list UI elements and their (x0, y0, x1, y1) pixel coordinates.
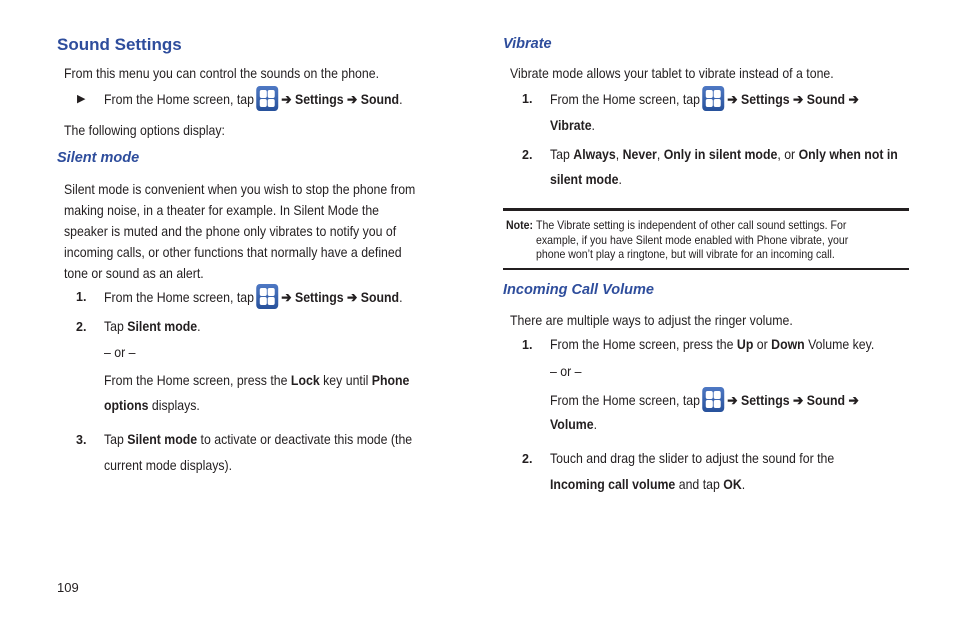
apps-icon (703, 387, 725, 412)
incoming-paragraph: There are multiple ways to adjust the ringer volume. (510, 312, 793, 328)
apps-icon (703, 86, 725, 111)
silent-step2: Tap Silent mode. (104, 318, 201, 334)
step-number: 2. (76, 320, 87, 334)
step-number: 2. (522, 148, 533, 162)
incoming-alt: From the Home screen, tap ➔ Settings ➔ Sound ➔ (550, 389, 859, 414)
options-text: The following options display: (64, 122, 225, 138)
step-number: 1. (522, 338, 533, 352)
step-number: 2. (522, 452, 533, 466)
incoming-step1: From the Home screen, press the Up or Down Volume key. (550, 336, 875, 352)
note-bottom-rule (503, 268, 909, 270)
vibrate-step1-cont: Vibrate. (550, 117, 595, 133)
incoming-call-volume-heading: Incoming Call Volume (503, 282, 654, 298)
incoming-step2: Touch and drag the slider to adjust the sound for the (550, 450, 835, 466)
silent-step1: From the Home screen, tap ➔ Settings ➔ Sound. (104, 286, 403, 311)
page-number: 109 (57, 580, 79, 595)
vibrate-paragraph: Vibrate mode allows your tablet to vibrate instead of a tone. (510, 65, 834, 81)
vibrate-step2-cont: silent mode. (550, 171, 622, 187)
bullet-instruction: From the Home screen, tap ➔ Settings ➔ Sound. (104, 88, 403, 113)
silent-alt-line2: options displays. (104, 397, 200, 413)
incoming-step2-cont: Incoming call volume and tap OK. (550, 476, 746, 492)
silent-alt-line1: From the Home screen, press the Lock key until Phone (104, 372, 410, 388)
silent-step3: Tap Silent mode to activate or deactivate this mode (the (104, 431, 413, 447)
bullet-marker: ▶ (77, 93, 86, 105)
step-number: 1. (522, 92, 533, 106)
silent-mode-heading: Silent mode (57, 150, 140, 166)
incoming-alt-cont: Volume. (550, 416, 598, 432)
step-number: 3. (76, 433, 87, 447)
vibrate-step2: Tap Always, Never, Only in silent mode, or Only when not in (550, 146, 898, 162)
section-title: Sound Settings (57, 35, 182, 54)
or-separator: – or – (550, 363, 582, 379)
vibrate-heading: Vibrate (503, 36, 552, 52)
silent-mode-paragraph: Silent mode is convenient when you wish to stop the phone from making noise, in a theater for example. In Silent Mode the speaker is muted and the phone only vibrates to notify you of incoming calls, or other functions that normally have a defined tone or sound as an alert. (64, 181, 416, 281)
vibrate-step1: From the Home screen, tap ➔ Settings ➔ Sound ➔ (550, 88, 859, 113)
step-number: 1. (76, 290, 87, 304)
note-top-rule (503, 208, 909, 211)
apps-icon (257, 86, 279, 111)
silent-step3-cont: current mode displays). (104, 457, 233, 473)
note-label: Note: (506, 218, 533, 232)
intro-text: From this menu you can control the sounds on the phone. (64, 65, 380, 81)
apps-icon (257, 284, 279, 309)
or-separator: – or – (104, 344, 136, 360)
note-text: The Vibrate setting is independent of other call sound settings. For example, if you have Silent mode enabled with Phone vibrate, your phone won’t play a ringtone, but will vibrate for an incoming call. (536, 218, 849, 261)
